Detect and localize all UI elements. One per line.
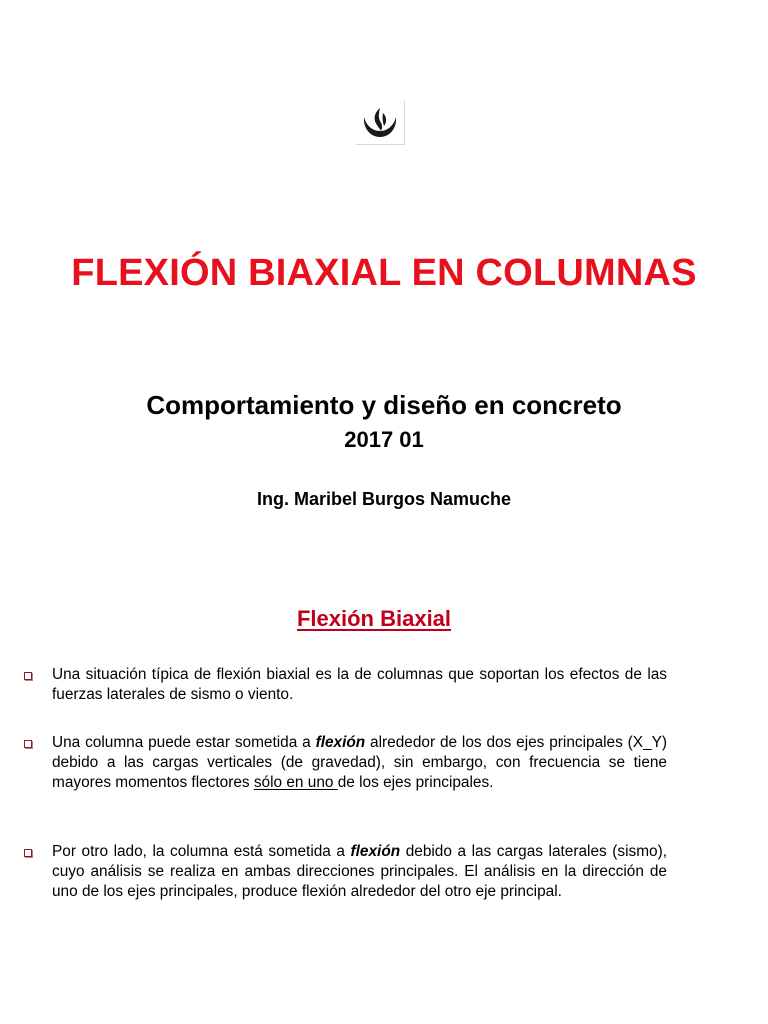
bullet-3-text-start: Por otro lado, la columna está sometida a (52, 843, 351, 860)
bullet-item-3 (52, 842, 667, 902)
course-period: 2017 01 (344, 427, 424, 452)
bullet-2-text-start: Una columna puede estar sometida a (52, 734, 316, 751)
university-logo-icon (356, 100, 405, 145)
bullet-marker-icon (24, 740, 32, 748)
bullet-item-1 (52, 665, 667, 705)
bullet-2-text-end: de los ejes principales. (337, 774, 494, 791)
section-heading-text: Flexión Biaxial (296, 606, 452, 631)
bullet-marker-icon (24, 672, 32, 680)
author-name: Ing. Maribel Burgos Namuche (256, 489, 512, 509)
bullet-2-text-middle: alrededor de los dos ejes principales (X_Y) debido a las cargas verticales (de gravedad), sin embargo, con frecuencia se tiene mayores momentos flectores (52, 734, 667, 791)
bullet-item-2 (52, 733, 667, 793)
document-subtitle: Comportamiento y diseño en concreto (146, 390, 622, 420)
document-title: FLEXIÓN BIAXIAL EN COLUMNAS (71, 252, 697, 294)
bullet-1-text: Una situación típica de flexión biaxial es la de columnas que soportan los efectos de las fuerzas laterales de sismo o viento. (52, 666, 667, 703)
bullet-marker-icon (24, 849, 32, 857)
section-heading (0, 602, 748, 636)
bullet-3-text-end: debido a las cargas laterales (sismo), cuyo análisis se realiza en ambas direcciones principales. El análisis en la dirección de uno de los ejes principales, produce flexión alrededor del otro eje principal. (52, 843, 667, 900)
bullet-2-underlined: sólo en uno (253, 774, 338, 791)
bullet-3-emphasis: flexión (350, 843, 401, 860)
bullet-2-emphasis: flexión (315, 734, 366, 751)
